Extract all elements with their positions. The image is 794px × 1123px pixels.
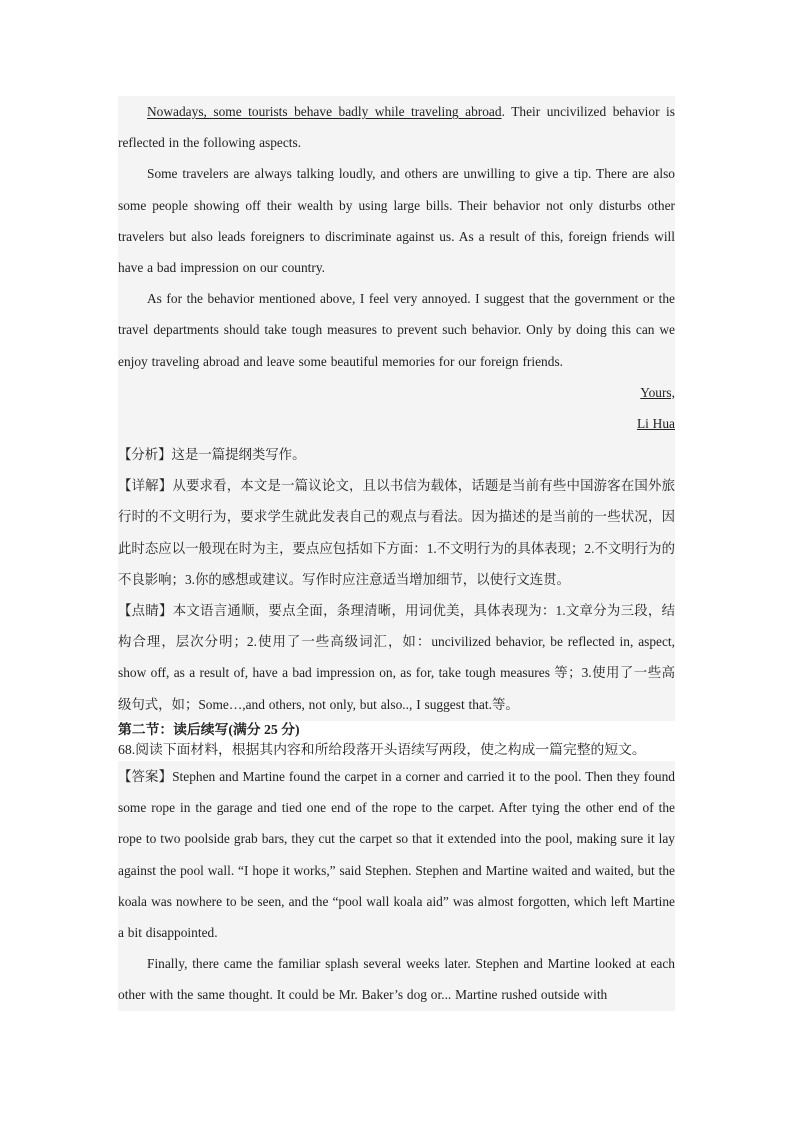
essay-paragraph-1 <box>118 96 675 158</box>
essay-paragraph-3: As for the behavior mentioned above, I feel very annoyed. I suggest that the government or the travel departments should take tough measures to prevent such behavior. Only by doing this can we enjoy traveling abroad and leave some beautiful memories for our foreign friends. <box>118 291 675 369</box>
essay-paragraph-1-rest: . Their uncivilized behavior is reflected in the following aspects. <box>118 104 675 151</box>
analysis-fenxi: 【分析】这是一篇提纲类写作。 <box>118 447 306 462</box>
essay-closing <box>118 377 675 408</box>
analysis-dianjing: 【点睛】本文语言通顺，要点全面，条理清晰，用词优美，具体表现为：1.文章分为三段，结构合理，层次分明；2.使用了一些高级词汇，如：uncivilized behavior, be reflected in, aspect, show off, as a result of, have a bad impression on, as for, take tough measures 等；3.使用了一些高级句式，如；Some…,and others, not only, but also.., I suggest that.等。 <box>118 603 675 712</box>
analysis-xiangjie: 【详解】从要求看，本文是一篇议论文，且以书信为载体，话题是当前有些中国游客在国外旅行时的不文明行为，要求学生就此发表自己的观点与看法。因为描述的是当前的一些状况，因此时态应以一般现在时为主，要点应包括如下方面：1.不文明行为的具体表现；2.不文明行为的不良影响；3.你的感想或建议。写作时应注意适当增加细节，以使行文连贯。 <box>118 478 675 587</box>
essay-signature <box>118 408 675 439</box>
essay-block <box>118 96 675 439</box>
answer-block <box>118 761 675 1011</box>
closing-text: Yours, <box>640 384 675 400</box>
section-heading: 第二节：读后续写(满分 25 分) <box>118 722 300 737</box>
analysis-block <box>118 439 675 721</box>
essay-topic-sentence: Nowadays, some tourists behave badly while traveling abroad <box>147 104 502 119</box>
essay-paragraph-2: Some travelers are always talking loudly, and others are unwilling to give a tip. There are also some people showing off their wealth by using large bills. Their behavior not only disturbs other travelers but also leads foreigners to discriminate against us. As a result of this, foreign friends will have a bad impression on our country. <box>118 166 675 276</box>
answer-paragraph-1: 【答案】Stephen and Martine found the carpet in a corner and carried it to the pool. Then they found some rope in the garage and tied one end of the rope to the carpet. After tying the other end of the rope to two poolside grab bars, they cut the carpet so that it extended into the pool, making sure it lay against the pool wall. “I hope it works,” said Stephen. Stephen and Martine waited and waited, but the koala was nowhere to be seen, and the “pool wall koala aid” was almost forgotten, which left Martine a bit disappointed. <box>118 769 675 941</box>
signature-text: Li Hua <box>636 416 675 432</box>
answer-paragraph-2: Finally, there came the familiar splash several weeks later. Stephen and Martine looked at each other with the same thought. It could be Mr. Baker’s dog or... Martine rushed outside with <box>118 956 675 1003</box>
question-68: 68.阅读下面材料，根据其内容和所给段落开头语续写两段，使之构成一篇完整的短文。 <box>118 742 646 757</box>
